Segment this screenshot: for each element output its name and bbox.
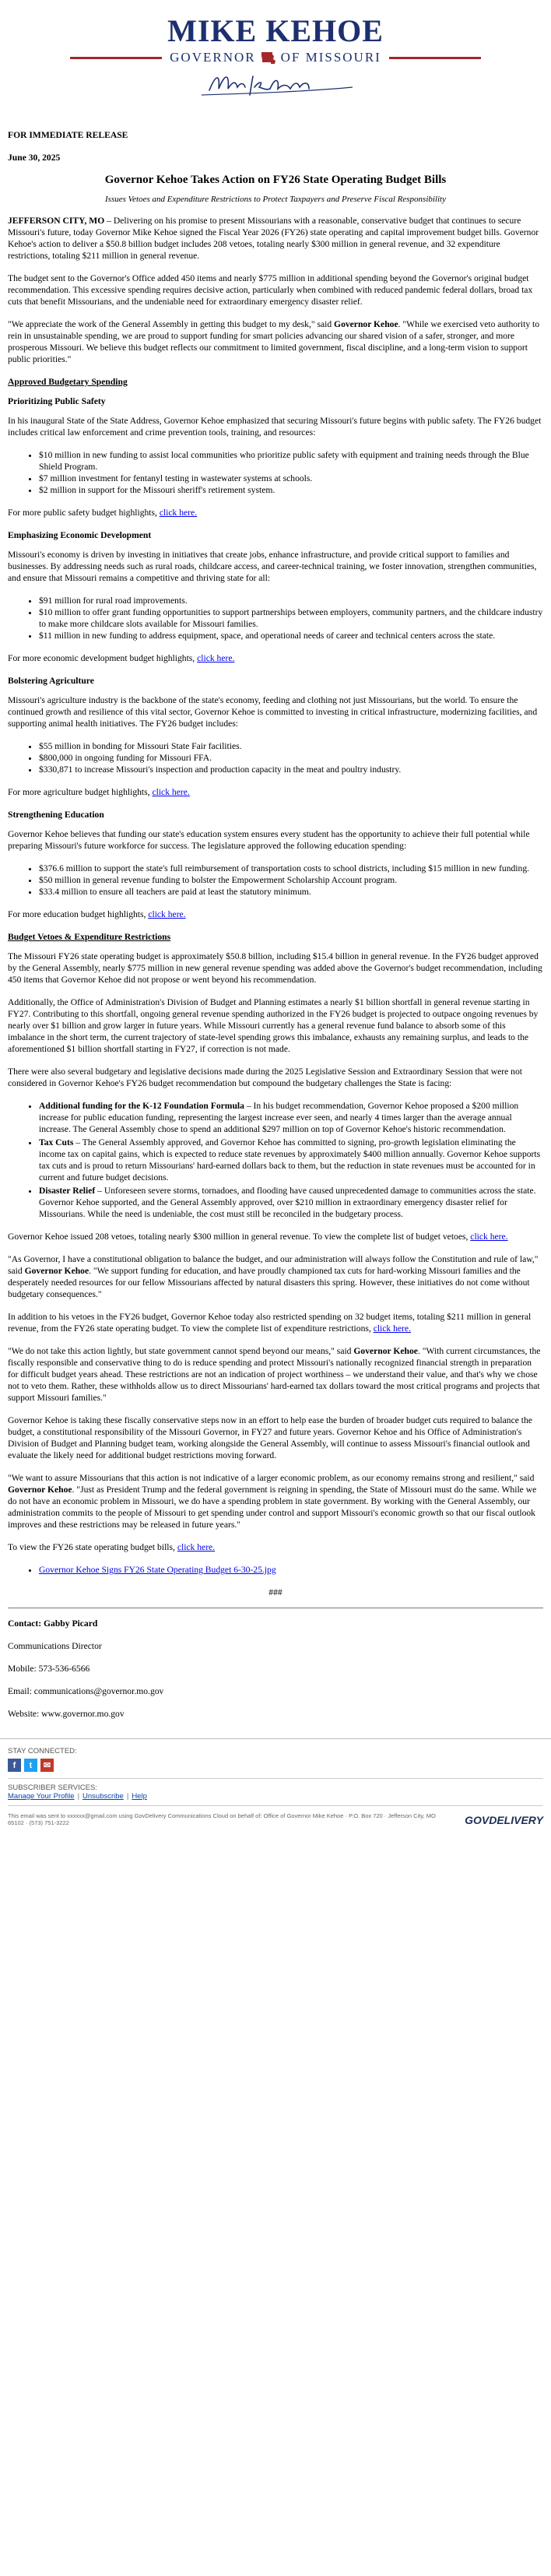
list-item: • $50 million in general revenue funding to bolster the Empowerment Scholarship Account program. [39, 874, 543, 886]
logo-subtitle [170, 50, 381, 65]
education-more [8, 908, 543, 920]
quote-2-b: . "We support funding for education, and have proudly championed tax cuts for hard-working Missouri families and the desperately needed resources for our fellow Missourians affected by natural disasters this spring. However, these initiatives do not come without budgetary consequences." [8, 1266, 530, 1299]
logo-sub-left: GOVERNOR [170, 50, 256, 65]
quote-3 [8, 1345, 543, 1404]
safety-heading: Prioritizing Public Safety [8, 396, 106, 406]
vetoes-heading: Budget Vetoes & Expenditure Restrictions [8, 932, 171, 942]
vetoes-p5 [8, 1311, 543, 1334]
vetoes-p4 [8, 1231, 543, 1242]
footer-disclaimer: This email was sent to xxxxxx@gmail.com using GovDelivery Communications Cloud on behalf of: Office of Governor Mike Kehoe · P.O. Box 720 · Jefferson City, MO 65102 · (573) 751-3222 [8, 1812, 436, 1826]
agriculture-text: Missouri's agriculture industry is the backbone of the state's economy, feeding and clothing not just Missourians, but the world. To ensure the continued growth and resilience of this vital sector, Governor Kehoe is committed to investing in critical infrastructure, modernizing facilities, and supporting animal health initiatives. The FY26 budget includes: [8, 695, 538, 729]
vetoes-click-here-link[interactable]: click here. [470, 1232, 508, 1242]
logo-left-rule [70, 57, 162, 59]
economic-more [8, 652, 543, 664]
quote-4-speaker: Governor Kehoe [8, 1485, 72, 1495]
education-click-here-link[interactable]: click here. [148, 909, 186, 919]
vetoes-p1: The Missouri FY26 state operating budget is approximately $50.8 billion, including $15.4 billion in general revenue. In the FY26 budget approved by the General Assembly, nearly $775 million in new general revenue spending was added above the Governor's budget recommendation, including 450 items that Governor Kehoe did not propose or went beyond his recommendation. [8, 951, 542, 985]
contact-website: Website: www.governor.mo.gov [8, 1709, 125, 1719]
contact-title: Communications Director [8, 1641, 102, 1651]
vetoes-p5-text: In addition to his vetoes in the FY26 budget, Governor Kehoe today also restricted spending on 32 budget items, totaling $211 million in general revenue, from the FY26 state operating budget. To view the complete list of expenditure restrictions, [8, 1312, 532, 1334]
quote-2-a: "As Governor, I have a constitutional obligation to balance the budget, and our administration will always follow the Constitution and rule of law," said [8, 1254, 539, 1276]
economic-text: Missouri's economy is driven by investing in initiatives that create jobs, enhance infrastructure, and provide critical support to families and businesses. By addressing needs such as rural roads, childcare access, and career-technical training, we foster innovation, strengthen communities, and ensure that Missouri remains a competitive and thriving state for all: [8, 550, 537, 583]
safety-click-here-link[interactable]: click here. [159, 508, 198, 518]
agriculture-more [8, 786, 543, 798]
quote-3-speaker: Governor Kehoe [353, 1346, 418, 1356]
challenge-label: Tax Cuts [39, 1137, 74, 1147]
quote-4-b: . "Just as President Trump and the federal government is reigning in spending, the State of Missouri must do the same. While we do not have an economic problem in Missouri, we do have a spending problem in state government. By working with the General Assembly, our administration commits to the people of Missouri to get spending under control and support Missouri's economic growth so that our fiscal outlook improves and these restrictions may be released in future years." [8, 1485, 537, 1530]
stay-connected-label: STAY CONNECTED: [8, 1747, 77, 1755]
agriculture-more-text: For more agriculture budget highlights, [8, 787, 153, 797]
safety-more-text: For more public safety budget highlights, [8, 508, 160, 518]
vetoes-p2: Additionally, the Office of Administration's Division of Budget and Planning estimates a nearly $1 billion shortfall in general revenue starting in FY27. Contributing to this shortfall, ongoing general revenue spending authorized in the FY26 budget is projected to outpace ongoing revenues by nearly over $1 billion and grow larger in future years. While Missouri currently has a general revenue fund balance to absorb some of this imbalance in the short term, the current trajectory of state-level spending grows this imbalance, exhausts any remaining surplus, and leads to the aforementioned $1 billion shortfall starting in FY27, if correction is not made. [8, 997, 539, 1054]
vetoes-p6: Governor Kehoe is taking these fiscally conservative steps now in an effort to help ease the burden of broader budget cuts required to balance the budget, a constitutional responsibility of the Missouri Governor, in FY27 and future years. Governor Kehoe and his Office of Administration's Division of Budget and Planning budget team, working alongside the General Assembly, will continue to assess Missouri's financial outlook and evaluate the likely need for additional budget restrictions moving forward. [8, 1415, 532, 1460]
list-item: • $91 million for rural road improvements. [39, 595, 543, 606]
logo-right-rule [389, 57, 481, 59]
list-item: • $10 million in new funding to assist local communities who prioritize public safety with equipment and training needs through the Blue Shield Program. [39, 449, 543, 473]
subscriber-links [8, 1792, 543, 1801]
safety-text: In his inaugural State of the State Address, Governor Kehoe emphasized that securing Missouri's future begins with public safety. The FY26 budget includes critical law enforcement and crime prevention tools, training, and resources: [8, 416, 542, 438]
facebook-icon[interactable]: f [8, 1759, 21, 1772]
quote-1 [8, 318, 543, 365]
paragraph-2: The budget sent to the Governor's Office added 450 items and nearly $775 million in additional spending beyond the Governor's original budget recommendation. This excessive spending requires decisive action, particularly when combined with reduced pandemic federal dollars, broad tax cuts that benefit Missourians, and the undeniable need for extraordinary emergency disaster relief. [8, 273, 533, 307]
challenges-list [8, 1100, 543, 1220]
list-item [39, 1100, 543, 1135]
attachment-list [8, 1564, 543, 1576]
education-list [8, 863, 543, 898]
footer-divider [8, 1805, 543, 1806]
logo-name: MIKE KEHOE [167, 13, 384, 48]
footer-bottom [8, 1812, 543, 1833]
subscriber-services-label: SUBSCRIBER SERVICES: [8, 1784, 97, 1792]
list-item [39, 1185, 543, 1220]
list-item: • $376.6 million to support the state's full reimbursement of transportation costs to school districts, including $15 million in new funding. [39, 863, 543, 874]
logo-row [0, 50, 551, 65]
economic-more-text: For more economic development budget highlights, [8, 653, 198, 663]
end-marks: ### [268, 1587, 283, 1597]
approved-heading: Approved Budgetary Spending [8, 377, 128, 387]
challenge-text: – In his budget recommendation, Governor Kehoe proposed a $200 million increase for public education funding, representing the largest increase ever seen, and nearly 4 times larger than the average annual increase. The General Assembly chose to spend an additional $297 million on top of Governor Kehoe's historic recommendation. [39, 1101, 519, 1134]
email-footer [0, 1738, 551, 1833]
attachment-link[interactable]: Governor Kehoe Signs FY26 State Operating Budget 6-30-25.jpg [39, 1565, 276, 1575]
headline: Governor Kehoe Takes Action on FY26 State Operating Budget Bills [104, 174, 447, 186]
economic-list [8, 595, 543, 641]
quote-3-b: . "With current circumstances, the fiscally responsible and conservative thing to do is reduce spending and protect Missouri's nationally recognized financial strength in preparation for difficult budget years ahead. These restrictions are not an indication of project worthiness – we understand their value, and that's why we chose not to veto them. Rather, these withholds allow us to direct Missourians' hard-earned tax dollars toward the most critical programs and projects that support Missouri families." [8, 1346, 541, 1403]
list-item: • $800,000 in ongoing funding for Missouri FFA. [39, 752, 543, 764]
governor-logo [0, 0, 551, 111]
missouri-state-icon [261, 51, 276, 65]
list-item [39, 1137, 543, 1183]
contact-mobile: Mobile: 573-536-6566 [8, 1664, 90, 1674]
challenge-text: – Unforeseen severe storms, tornadoes, and flooding have caused unprecedented damage to communities across the state. Governor Kehoe supported, and the General Assembly approved, over $210 million in extraordinary emergency disaster relief for Missourians. While the need is undeniable, the cost must still be reconciled in the budgetary process. [39, 1186, 536, 1219]
quote-1-speaker: Governor Kehoe [334, 319, 398, 329]
challenge-text: – The General Assembly approved, and Governor Kehoe has committed to signing, pro-growth legislation eliminating the income tax on capital gains, which is expected to reduce state revenues by approximately $400 million annually. Governor Kehoe supports tax cuts and is proud to return Missourians' hard-earned dollars back to them, but the reduction in state revenues must be accounted for in current and future budget decisions. [39, 1137, 541, 1183]
release-body [0, 129, 551, 1720]
list-item [39, 1564, 543, 1576]
challenge-label: Disaster Relief [39, 1186, 96, 1196]
dateline: JEFFERSON CITY, MO [8, 216, 105, 226]
vetoes-p3: There were also several budgetary and legislative decisions made during the 2025 Legislative Session and Extraordinary Session that were not considered in Governor Kehoe's FY26 budget recommendation but compound the budgetary challenges the State is facing: [8, 1067, 522, 1088]
separator: | [77, 1792, 80, 1801]
intro-paragraph [8, 215, 543, 262]
intro-text: – Delivering on his promise to present Missourians with a reasonable, conservative budget that continues to secure Missouri's future, today Governor Mike Kehoe signed the Fiscal Year 2026 (FY26) state operating and capital improvement budget bills. Governor Kehoe's action to deliver a $50.8 billion budget includes 208 vetoes, totaling nearly $300 million in general revenue, and 32 expenditure restrictions, totaling $211 million in general revenue. [8, 216, 539, 261]
logo-sub-right: OF MISSOURI [280, 50, 381, 65]
list-item: • $55 million in bonding for Missouri State Fair facilities. [39, 740, 543, 752]
manage-profile-link[interactable]: Manage Your Profile [8, 1792, 75, 1801]
safety-more [8, 507, 543, 518]
help-link[interactable]: Help [132, 1792, 147, 1801]
agriculture-list [8, 740, 543, 775]
list-item: • $10 million to offer grant funding opportunities to support partnerships between employers, community partners, and the childcare industry to make more childcare slots available for Missouri families. [39, 606, 543, 630]
economic-click-here-link[interactable]: click here. [197, 653, 235, 663]
list-item: • $33.4 million to ensure all teachers are paid at least the statutory minimum. [39, 886, 543, 898]
safety-list [8, 449, 543, 496]
contact-label: Contact: Gabby Picard [8, 1618, 98, 1629]
quote-1-b: . "While we exercised veto authority to rein in unsustainable spending, we are proud to support funding for smart policies advancing our shared vision of a safer, stronger, and more prosperous Missouri. We believe this budget reflects our commitment to limited government, fiscal discipline, and a long-term vision to support public priorities." [8, 319, 540, 364]
quote-3-a: "We do not take this action lightly, but state government cannot spend beyond our means," said [8, 1346, 354, 1356]
education-text: Governor Kehoe believes that funding our state's education system ensures every student has the opportunity to achieve their full potential while preparing Missouri's future workforce for success. The legislature approved the following education spending: [8, 829, 530, 851]
release-date: June 30, 2025 [8, 153, 61, 163]
release-label: FOR IMMEDIATE RELEASE [8, 130, 128, 140]
restrictions-click-here-link[interactable]: click here. [373, 1323, 411, 1334]
twitter-icon[interactable]: t [24, 1759, 37, 1772]
signature-image [178, 67, 373, 101]
vetoes-p7-text: To view the FY26 state operating budget bills, [8, 1542, 177, 1552]
separator: | [126, 1792, 129, 1801]
list-item: • $330,871 to increase Missouri's inspection and production capacity in the meat and poultry industry. [39, 764, 543, 775]
email-icon[interactable]: ✉ [40, 1759, 54, 1772]
footer-divider [8, 1778, 543, 1779]
agriculture-heading: Bolstering Agriculture [8, 676, 94, 686]
economic-heading: Emphasizing Economic Development [8, 530, 152, 540]
quote-2-speaker: Governor Kehoe [24, 1266, 89, 1276]
subheadline: Issues Vetoes and Expenditure Restrictions to Protect Taxpayers and Preserve Fiscal Responsibility [105, 195, 446, 204]
education-heading: Strengthening Education [8, 810, 104, 820]
challenge-label: Additional funding for the K-12 Foundation Formula [39, 1101, 244, 1111]
contact-email: Email: communications@governor.mo.gov [8, 1686, 164, 1696]
list-item: • $7 million investment for fentanyl testing in wastewater systems at schools. [39, 473, 543, 484]
contact-block [8, 1618, 543, 1720]
vetoes-p7 [8, 1541, 543, 1553]
quote-4 [8, 1472, 543, 1530]
quote-4-a: "We want to assure Missourians that this action is not indicative of a larger economic problem, as our economy remains strong and resilient," said [8, 1473, 535, 1483]
unsubscribe-link[interactable]: Unsubscribe [82, 1792, 124, 1801]
vetoes-p4-text: Governor Kehoe issued 208 vetoes, totaling nearly $300 million in general revenue. To view the complete list of budget vetoes, [8, 1232, 471, 1242]
quote-2 [8, 1253, 543, 1300]
list-item: • $11 million in new funding to address equipment, space, and operational needs of career and technical centers across the state. [39, 630, 543, 641]
quote-1-a: "We appreciate the work of the General Assembly in getting this budget to my desk," said [8, 319, 335, 329]
education-more-text: For more education budget highlights, [8, 909, 149, 919]
govdelivery-logo[interactable]: GOVDELIVERY [465, 1814, 543, 1826]
list-item: • $2 million in support for the Missouri sheriff's retirement system. [39, 484, 543, 496]
social-icons [8, 1759, 543, 1772]
agriculture-click-here-link[interactable]: click here. [152, 787, 190, 797]
budget-bills-click-here-link[interactable]: click here. [177, 1542, 216, 1552]
